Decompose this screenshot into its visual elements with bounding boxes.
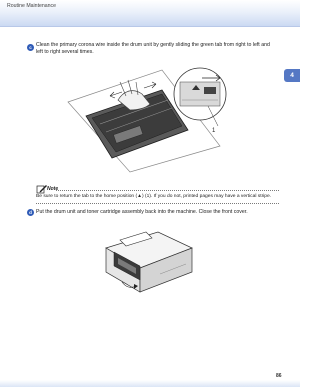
note-divider-bottom [36, 203, 279, 204]
header-divider [0, 26, 300, 27]
page-footer [0, 380, 300, 387]
chapter-tab: 4 [284, 69, 300, 82]
drum-unit-illustration [60, 60, 240, 175]
note-divider-top [56, 190, 279, 191]
step-badge-c: c [27, 44, 34, 51]
step-d-text: Put the drum unit and toner cartridge assembly back into the machine. Close the front cover. [36, 209, 248, 215]
page-number: 86 [276, 373, 282, 379]
printer-illustration [100, 222, 200, 302]
header-title: Routine Maintenance [7, 3, 57, 9]
step-c-text: Clean the primary corona wire inside the drum unit by gently sliding the green tab from right to left and left to right several times. [36, 42, 270, 56]
zoom-tab [204, 87, 216, 94]
step-badge-d: d [27, 209, 34, 216]
note-label: Note [47, 186, 59, 192]
callout-1: 1 [212, 128, 216, 134]
note-text: Be sure to return the tab to the home position (▲) (1). If you do not, printed pages may have a vertical stripe. [36, 194, 272, 199]
